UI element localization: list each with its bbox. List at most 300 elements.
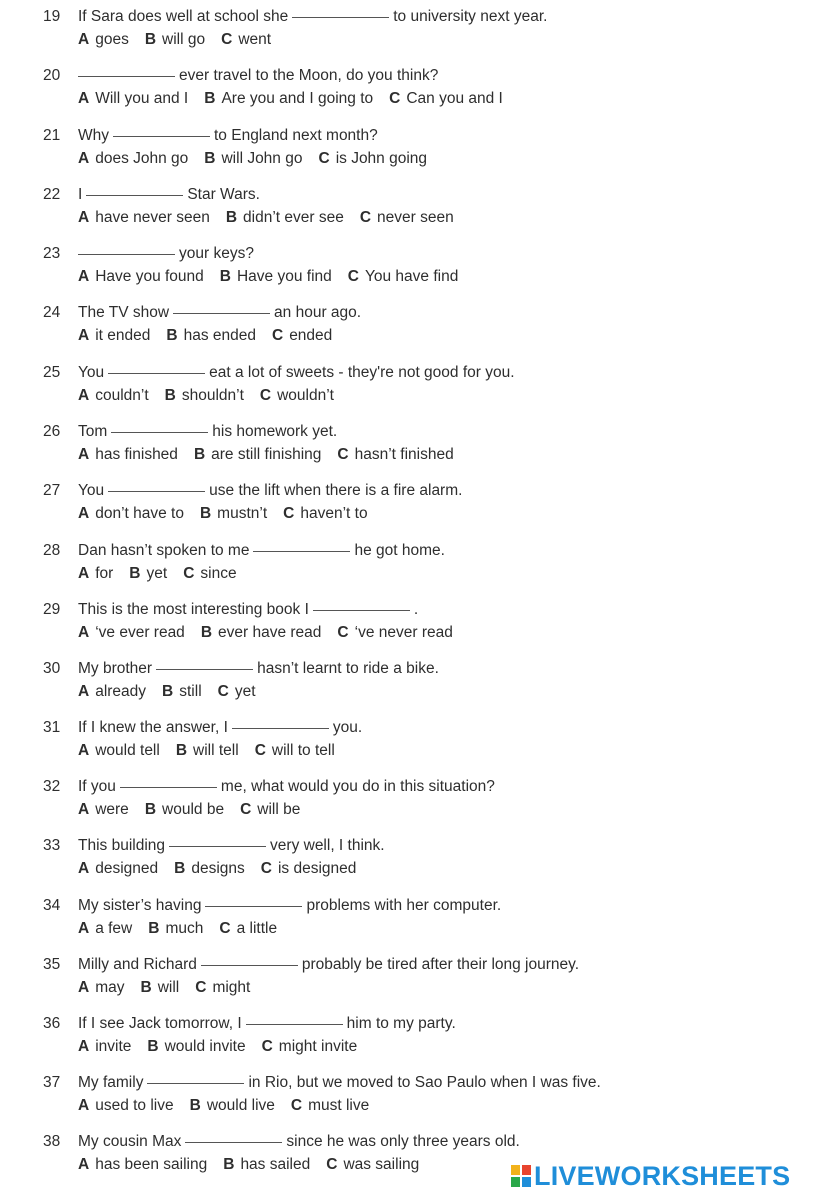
option-letter: C [318,150,330,167]
option-letter: A [78,446,90,463]
option-b [165,385,244,407]
option-b [162,681,202,703]
option-b [200,503,267,525]
option-text: has ended [183,327,256,344]
question-item [0,1072,818,1128]
answer-blank [185,1141,282,1143]
option-text: a little [236,920,278,937]
option-c [291,1095,369,1117]
option-letter: C [389,90,401,107]
option-c [260,385,334,407]
question-text-before: Dan hasn’t spoken to me [78,542,250,559]
option-letter: A [78,1038,90,1055]
option-a [78,858,158,880]
option-letter: C [261,1038,273,1055]
question-item [0,599,818,655]
option-a [78,1095,174,1117]
answer-blank [108,490,205,492]
option-text: already [95,683,147,700]
option-c [389,88,503,110]
option-letter: C [359,209,372,226]
option-letter: B [129,565,141,582]
option-text: is designed [277,860,357,877]
question-item [0,480,818,536]
question-item [0,954,818,1010]
option-text: would invite [164,1038,246,1055]
option-b [147,1036,245,1058]
question-text-before: You [78,364,105,381]
question-text-before: If I see Jack tomorrow, I [78,1015,242,1032]
option-text: must live [308,1097,370,1114]
question-text-before: Milly and Richard [78,956,197,973]
option-letter: C [195,979,207,996]
question-text-after: . [413,601,419,618]
option-letter: A [78,327,90,344]
answer-options [78,563,237,585]
option-text: yet [146,565,168,582]
option-text: a few [95,920,133,937]
question-item [0,658,818,714]
option-letter: B [162,683,174,700]
question-text-after: in Rio, but we moved to Sao Paulo when I was five. [248,1074,601,1091]
question-text-before: You [78,482,105,499]
liveworksheets-logo-icon [510,1163,532,1189]
option-text: Have you found [95,268,204,285]
option-b [148,918,203,940]
option-letter: A [78,624,90,641]
option-a [78,385,149,407]
question-text [78,421,337,443]
option-a [78,563,113,585]
question-text [78,1072,601,1094]
question-item [0,362,818,418]
option-c [261,858,357,880]
answer-blank [156,668,253,670]
option-a [78,503,184,525]
answer-blank [232,727,329,729]
question-text-after: you. [332,719,363,736]
option-letter: B [219,268,231,285]
question-number: 26 [43,423,61,440]
option-letter: A [78,920,90,937]
option-letter: B [144,801,157,818]
question-text-before: Why [78,127,109,144]
question-text [78,184,260,206]
answer-options [78,1095,369,1117]
answer-blank [201,964,298,966]
answer-options [78,325,332,347]
option-c [195,977,250,999]
option-letter: C [337,446,349,463]
question-text-after: to England next month? [214,127,378,144]
option-text: will to tell [271,742,335,759]
option-b [145,799,224,821]
option-text: will [157,979,180,996]
option-text: will go [162,31,206,48]
option-text: since [200,565,237,582]
option-letter: B [189,1097,201,1114]
question-item [0,184,818,240]
option-letter: C [347,268,359,285]
question-number: 24 [43,304,61,321]
question-text [78,65,438,87]
option-text: wouldn’t [277,387,334,404]
option-a [78,622,185,644]
option-b [176,740,239,762]
question-text [78,835,385,857]
option-text: might [212,979,251,996]
question-text-after: him to my party. [346,1015,456,1032]
option-text: is John going [335,150,428,167]
option-letter: A [78,683,90,700]
option-letter: C [240,801,252,818]
question-text-after: an hour ago. [274,304,362,321]
option-letter: A [78,90,90,107]
question-text-before: My sister’s having [78,897,202,914]
option-b [129,563,167,585]
option-letter: A [78,150,90,167]
question-item [0,65,818,121]
option-c [262,1036,358,1058]
question-text-after: hasn’t learnt to ride a bike. [257,660,439,677]
option-b [220,266,332,288]
answer-options [78,977,250,999]
option-text: has been sailing [95,1156,208,1173]
option-a [78,266,204,288]
option-c [337,444,453,466]
question-text-after: ever travel to the Moon, do you think? [179,67,439,84]
option-letter: C [283,505,295,522]
question-number: 33 [43,837,61,854]
question-text-before: If I knew the answer, I [78,719,228,736]
option-text: will tell [193,742,239,759]
option-text: used to live [95,1097,174,1114]
option-text: much [165,920,204,937]
option-b [174,858,245,880]
option-a [78,325,150,347]
option-letter: A [78,565,90,582]
option-a [78,29,129,51]
question-text-after: since he was only three years old. [286,1133,520,1150]
answer-blank [111,431,208,433]
option-c [283,503,367,525]
option-c [218,681,256,703]
question-text-after: probably be tired after their long journey. [301,956,580,973]
option-text: would live [206,1097,275,1114]
question-item [0,1013,818,1069]
question-number: 21 [43,127,61,144]
option-a [78,977,125,999]
option-text: hasn’t finished [354,446,454,463]
option-letter: A [78,979,90,996]
answer-blank [147,1082,244,1084]
option-c [240,799,300,821]
option-text: will be [257,801,301,818]
option-letter: A [78,268,90,285]
option-text: ever have read [218,624,322,641]
option-text: ‘ve never read [354,624,453,641]
option-b [226,207,344,229]
answer-blank [86,194,183,196]
question-number: 28 [43,542,61,559]
option-a [78,148,188,170]
option-text: mustn’t [217,505,268,522]
option-letter: B [166,327,178,344]
option-text: will John go [221,150,303,167]
option-letter: A [78,801,90,818]
option-letter: C [254,742,266,759]
option-letter: B [148,920,160,937]
answer-options [78,858,356,880]
option-text: haven’t to [300,505,368,522]
option-text: have never seen [95,209,210,226]
option-b [201,622,322,644]
question-text-before: My family [78,1074,144,1091]
option-b [204,148,302,170]
option-letter: C [271,327,284,344]
option-letter: A [78,387,90,404]
answer-options [78,444,454,466]
option-c [221,29,271,51]
question-text-after: problems with her computer. [306,897,502,914]
question-text-after: me, what would you do in this situation? [220,778,495,795]
answer-blank [253,550,350,552]
option-letter: B [147,1038,159,1055]
option-letter: A [78,505,90,522]
question-text [78,540,445,562]
question-number: 31 [43,719,61,736]
answer-options [78,1036,357,1058]
option-text: has finished [95,446,178,463]
option-letter: A [78,742,90,759]
option-letter: B [225,209,238,226]
option-c [337,622,452,644]
question-text-after: his homework yet. [212,423,338,440]
answer-options [78,622,453,644]
option-letter: A [78,860,90,877]
question-item [0,125,818,181]
answer-options [78,799,300,821]
question-number: 20 [43,67,61,84]
question-text [78,895,501,917]
answer-blank [78,253,175,255]
option-a [78,207,210,229]
answer-blank [246,1023,343,1025]
question-text [78,480,462,502]
question-item [0,540,818,596]
option-text: does John go [95,150,189,167]
option-c [326,1154,419,1176]
question-text-before: My cousin Max [78,1133,182,1150]
option-text: went [238,31,272,48]
question-text-before: My brother [78,660,153,677]
liveworksheets-brand [510,1159,790,1193]
option-a [78,444,178,466]
question-number: 29 [43,601,61,618]
option-text: shouldn’t [181,387,244,404]
option-text: were [95,801,129,818]
option-letter: B [174,860,186,877]
question-item [0,895,818,951]
option-c [360,207,454,229]
option-letter: B [164,387,176,404]
option-text: it ended [95,327,151,344]
question-text [78,658,439,680]
option-b [166,325,256,347]
option-letter: C [290,1097,303,1114]
question-item [0,302,818,358]
option-letter: B [140,979,152,996]
option-text: invite [95,1038,132,1055]
option-c [318,148,427,170]
option-text: ended [289,327,333,344]
option-text: never seen [377,209,454,226]
option-letter: B [199,505,212,522]
option-letter: A [78,1156,90,1173]
option-b [141,977,180,999]
option-text: Will you and I [95,90,189,107]
answer-options [78,681,256,703]
option-text: designed [95,860,159,877]
question-number: 35 [43,956,61,973]
option-text: might invite [278,1038,358,1055]
question-text [78,776,495,798]
question-item [0,776,818,832]
option-a [78,740,160,762]
option-text: Are you and I going to [221,90,374,107]
option-c [272,325,332,347]
question-item [0,6,818,62]
option-a [78,1154,207,1176]
option-letter: A [78,209,90,226]
question-item [0,835,818,891]
option-letter: C [219,920,231,937]
question-text [78,362,515,384]
option-letter: A [78,31,90,48]
option-text: Have you find [236,268,332,285]
question-number: 30 [43,660,61,677]
question-text-after: very well, I think. [270,837,385,854]
option-letter: B [204,150,216,167]
question-item [0,421,818,477]
question-text [78,6,547,28]
answer-blank [313,609,410,611]
question-text [78,717,362,739]
option-text: Can you and I [406,90,503,107]
option-text: are still finishing [211,446,322,463]
option-text: didn’t ever see [243,209,344,226]
question-number: 22 [43,186,61,203]
option-a [78,918,132,940]
question-number: 34 [43,897,61,914]
question-text-before: If Sara does well at school she [78,8,289,25]
answer-options [78,29,271,51]
answer-blank [169,845,266,847]
option-b [145,29,205,51]
question-number: 38 [43,1133,61,1150]
answer-options [78,918,277,940]
question-number: 36 [43,1015,61,1032]
question-number: 37 [43,1074,61,1091]
option-b [204,88,373,110]
question-item [0,243,818,299]
option-b [194,444,321,466]
question-number: 32 [43,778,61,795]
option-c [348,266,459,288]
option-text: would tell [95,742,160,759]
answer-blank [173,312,270,314]
answer-options [78,385,334,407]
option-text: has sailed [240,1156,311,1173]
option-text: may [95,979,125,996]
option-letter: A [78,1097,90,1114]
answer-options [78,148,427,170]
answer-options [78,266,458,288]
option-text: don’t have to [95,505,184,522]
option-text: yet [234,683,256,700]
question-text [78,1013,456,1035]
question-number: 23 [43,245,61,262]
option-b [190,1095,275,1117]
answer-blank [205,905,302,907]
answer-blank [78,75,175,77]
option-text: You have find [364,268,459,285]
question-text-after: Star Wars. [187,186,260,203]
question-text [78,954,579,976]
question-number: 27 [43,482,61,499]
answer-blank [292,16,389,18]
brand-name: LIVEWORKSHEETS [534,1160,791,1191]
question-text [78,1131,520,1153]
answer-options [78,207,454,229]
option-c [255,740,335,762]
answer-blank [120,786,217,788]
option-a [78,799,129,821]
option-text: for [95,565,114,582]
question-text-after: he got home. [354,542,445,559]
question-text-after: use the lift when there is a fire alarm. [209,482,463,499]
option-letter: C [337,624,349,641]
option-letter: B [193,446,206,463]
question-number: 25 [43,364,61,381]
answer-blank [108,372,205,374]
option-text: ‘ve ever read [95,624,185,641]
question-text-before: Tom [78,423,108,440]
option-c [183,563,236,585]
question-text-before: I [78,186,83,203]
option-letter: B [204,90,216,107]
option-text: goes [95,31,129,48]
question-text-after: your keys? [179,245,254,262]
option-letter: B [200,624,213,641]
option-text: was sailing [343,1156,420,1173]
question-text-before: The TV show [78,304,170,321]
option-text: would be [162,801,225,818]
answer-options [78,503,368,525]
option-letter: C [221,31,233,48]
option-letter: C [326,1156,338,1173]
option-c [219,918,277,940]
question-text [78,599,418,621]
question-text [78,302,361,324]
option-letter: C [217,683,229,700]
option-a [78,681,146,703]
question-text-before: This is the most interesting book I [78,601,309,618]
option-letter: B [223,1156,235,1173]
option-text: designs [191,860,245,877]
option-letter: B [175,742,188,759]
option-a [78,1036,131,1058]
